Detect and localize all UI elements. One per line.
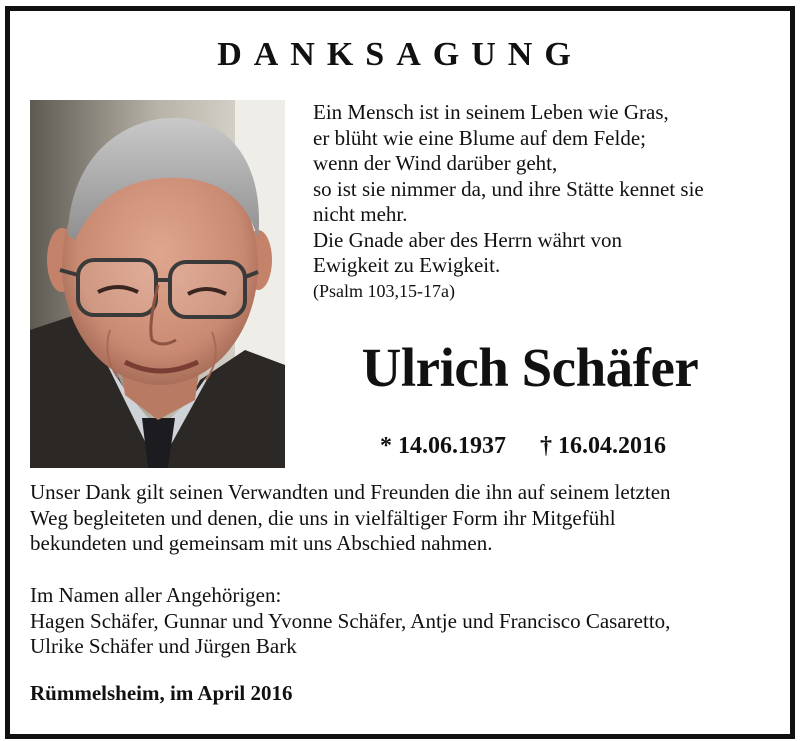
thanks-line: Weg begleiteten und denen, die uns in vielfältiger Form ihr Mitgefühl	[30, 505, 616, 530]
bible-verse	[313, 100, 773, 304]
thanks-line: bekundeten und gemeinsam mit uns Abschied nahmen.	[30, 531, 493, 555]
life-dates	[380, 433, 666, 460]
verse-line: so ist sie nimmer da, und ihre Stätte kennet sie	[313, 176, 704, 201]
place-date: Rümmelsheim, im April 2016	[30, 681, 293, 705]
verse-line: nicht mehr.	[313, 202, 408, 226]
portrait-photo	[30, 100, 285, 468]
thanks-text	[30, 480, 780, 557]
verse-line: Die Gnade aber des Herrn währt von	[313, 227, 623, 252]
heading: DANKSAGUNG	[217, 36, 583, 73]
family-line: Ulrike Schäfer und Jürgen Bark	[30, 634, 297, 658]
birth-date: * 14.06.1937	[380, 433, 506, 459]
family-line: Hagen Schäfer, Gunnar und Yvonne Schäfer, Antje und Francisco Casaretto,	[30, 608, 671, 633]
death-date: † 16.04.2016	[540, 433, 666, 459]
verse-line: wenn der Wind darüber geht,	[313, 151, 558, 175]
thanks-line: Unser Dank gilt seinen Verwandten und Freunden die ihn auf seinem letzten	[30, 480, 671, 504]
family-line: Im Namen aller Angehörigen:	[30, 583, 282, 607]
family-signature	[30, 583, 780, 660]
verse-source: (Psalm 103,15-17a)	[313, 280, 455, 301]
verse-line: Ewigkeit zu Ewigkeit.	[313, 253, 501, 277]
verse-line: er blüht wie eine Blume auf dem Felde;	[313, 125, 646, 150]
verse-line: Ein Mensch ist in seinem Leben wie Gras,	[313, 100, 669, 124]
deceased-name: Ulrich Schäfer	[361, 337, 699, 398]
